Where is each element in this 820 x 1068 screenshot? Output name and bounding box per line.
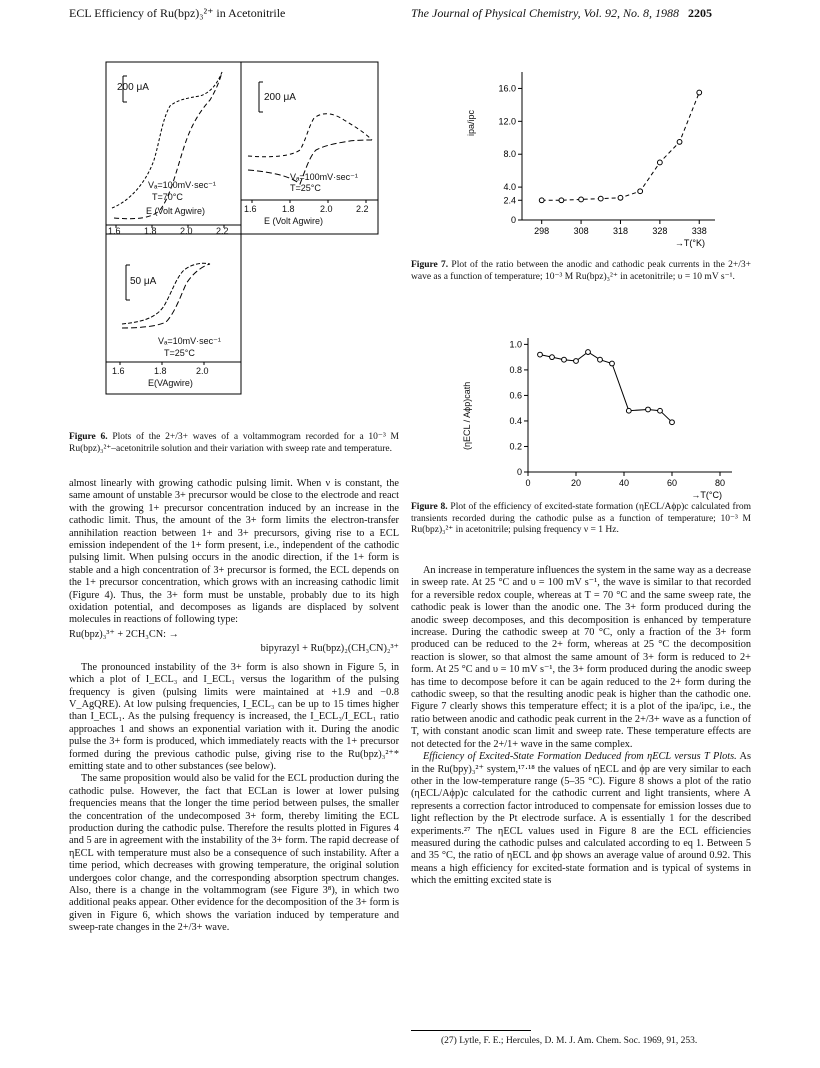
fig7-y-tick-label: 8.0 (503, 149, 516, 160)
fig7-y-tick-label: 2.4 (503, 195, 516, 206)
fig7-data-point (579, 197, 584, 202)
fig8-data-point (562, 357, 567, 362)
figure-7-chart (470, 62, 730, 262)
footnote-rule (411, 1030, 531, 1031)
page-number: 2205 (688, 6, 712, 20)
fig6a-scale: 200 μA (117, 82, 149, 93)
fig6b-temp: T=25°C (290, 183, 321, 193)
fig6a-tick-3: 2.0 (180, 226, 193, 236)
fig7-x-axis-label: →T(°K) (674, 238, 705, 248)
fig8-y-tick-label: 1.0 (509, 339, 522, 350)
fig8-x-tick-label: 0 (525, 478, 531, 488)
figure-7-caption-label: Figure 7. (411, 260, 449, 270)
fig8-data-point (670, 420, 675, 425)
fig7-data-point (677, 139, 682, 144)
running-header-right (411, 6, 712, 21)
fig6b-scale: 200 μA (264, 92, 296, 103)
figure-7 (466, 62, 730, 262)
fig7-x-tick-label: 308 (573, 226, 589, 236)
figure-8-chart (470, 330, 750, 500)
left-paragraph-3: The same proposition would also be valid for the ECL production during the cathodic pulse. However, the fact that ECLan is lower at lower pulsing frequencies means that the longer the time period between pulses, the smaller the concentration of the undecomposed 3+ form, thereby limiting the ECL production during the cathodic pulse. Therefore the results plotted in Figures 4 and 5 are in agreement with the instability of the 3+ form. The rapid decrease of ηECL with temperature must also be a consequence of such instability. After a time period, which decreases with growing temperature, the original solution undergoes color change, and the corresponding absorption spectrum changes. Also, there is a change in the voltammogram (see Figure 3⁸), in which two additional peaks appear. Other evidence for the decomposition of the 3+ form is given in Figure 6, which shows the variation induced by temperature and sweep-rate changes in the 2+/3+ wave. (69, 773, 399, 934)
fig6c-temp: T=25°C (164, 348, 195, 358)
figure-8-caption-text: Plot of the efficiency of excited-state formation (ηECL/Aϕp)c calculated from transients recorded during the cathodic pulse as a function of temperature; 10⁻³ M Ru(bpz)₃²⁺ in acetonitrile; pulsing frequency ν = 1 Hz. (411, 502, 752, 536)
fig6c-scale: 50 μA (130, 276, 157, 287)
fig8-x-axis-label: →T(°C) (691, 490, 722, 500)
section-subheading: Efficiency of Excited-State Formation Deduced from ηECL versus T Plots. (423, 751, 737, 763)
figure-6-graphic (92, 60, 392, 410)
fig7-x-tick-label: 318 (612, 226, 628, 236)
figure-6-caption-text: Plots of the 2+/3+ waves of a voltammogram recorded for a 10⁻³ M Ru(bpz)₃²⁺–acetonitrile solution and their variation with sweep rate and temperature. (69, 432, 399, 454)
fig6c-xaxis: E(VAgwire) (148, 378, 193, 388)
fig6b-xaxis: E (Volt Agwire) (264, 216, 324, 226)
fig7-x-tick-label: 298 (534, 226, 550, 236)
fig8-data-point (626, 408, 631, 413)
fig8-y-tick-label: 0.4 (509, 415, 522, 426)
left-paragraph-2: The pronounced instability of the 3+ form is also shown in Figure 5, in which a plot of I_ECL₃ and I_ECL₁ versus the logarithm of the pulsing frequency is given (pulsing limits were maintained at +1.9 and −0.8 V_AgQRE). At low pulsing frequencies, I_ECL₃ can be up to 15 times higher than I_ECL₁. As the pulsing frequency is increased, the I_ECL₃/I_ECL₁ ratio approaches 1 and shows an exponential variation with it. During the anodic pulse the 3+ form is produced, which immediately reacts with the 1+ precursor formed during the previous cathodic pulse, giving rise to the Ru(bpz)₃²⁺* emitting state and to other substances (see below). (69, 661, 399, 772)
right-paragraph-1: An increase in temperature influences the system in the same way as a decrease in sweep rate. At 25 °C and υ = 100 mV s⁻¹, the wave is similar to that recorded for a reversible redox couple, whereas at T = 70 °C and the same sweep rate, the cathodic peak is lower than the anodic one. The 3+ form produced during the anodic sweep decomposes, and this decomposition is enhanced by temperature increase. During the cathodic sweep at 70 °C, only a fraction of the 3+ form produced can be reduced to the 2+ form, whereas at 25 °C the decomposition reaction is slower, so that almost the same amount of 3+ form is reduced to 2+ form. At 25 °C and υ = 10 mV s⁻¹, the 3+ form produced during the anodic sweep has time to decompose before it can be again reduced to the 2+ form during the cathodic sweep, so that the resulting anodic peak is higher than the cathodic one. Figure 7 clearly shows this temperature effect; it is a plot of the ipa/ipc, i.e., the ratio between anodic and cathodic peak current in the 2+/3+ wave as a function of T, with constant anodic scan limit and sweep rate. These temperature effects are not detected for the 2+/1+ wave in the same complex. (411, 565, 751, 750)
fig8-x-tick-label: 80 (714, 478, 726, 488)
fig8-data-point (646, 407, 651, 412)
fig6a-tick-4: 2.2 (216, 226, 229, 236)
fig8-data-point (586, 350, 591, 355)
right-paragraph-2-text: As in the Ru(bpy)₃²⁺ system,¹⁷·¹⁸ the values of ηECL and ϕp are very similar to each other in the low-temperature range (5–35 °C). Figure 8 shows a plot of the ratio (ηECL/Aϕp)c calculated for the cathodic current and light transients, where A represents a correction factor introduced to compensate for emission losses due to light reflection by the Pt electrode surface. A is essentially 1 for the described experiments.²⁷ The ηECL values used in Figure 8 are the ECL efficiencies measured during the cathodic pulses and calculated according to eq 1. Between 5 and 35 °C, the ratio of ηECL and ϕp shows an average value of around 0.92. This means a high efficiency for excited-state formation and is typical of systems in which the emitting excited state is (411, 751, 751, 887)
fig8-data-point (598, 357, 603, 362)
fig7-y-tick-label: 0 (510, 215, 516, 225)
fig6b-sweep: Vₐ=100mV·sec⁻¹ (290, 172, 358, 182)
journal-citation: The Journal of Physical Chemistry, Vol. 92, No. 8, 1988 (411, 6, 679, 20)
fig7-data-point (657, 160, 662, 165)
fig6a-xaxis: E (Volt Agwire) (146, 206, 206, 216)
fig8-data-point (538, 352, 543, 357)
fig8-data-point (574, 359, 579, 364)
fig6b-tick-1: 1.6 (244, 204, 257, 214)
fig8-data-point (550, 355, 555, 360)
fig8-y-tick-label: 0.8 (509, 364, 522, 375)
left-paragraph-1: almost linearly with growing cathodic pulsing limit. When ν is constant, the same amount of unstable 3+ precursor would be close to the electrode and react with the growing 1+ precursor concentration induced by an increase in the cathodic limit. Thus, the amount of the 3+ form limits the electron-transfer annihilation reaction between 1+ and 3+ precursors, giving rise to a ECL emission independent of the 1+ form present, i.e., independent of the cathodic pulsing limit. When pulsing occurs in the anodic direction, if the 1+ form is stable and a high concentration of 3+ precursor is formed, the ECL depends on the 1+ precursor concentration, which grows with an increasing cathodic limit (Figure 4). Thus, the 3+ form must be unstable, probably due to its high oxidation potential, and decomposes as ligands are displaced by solvent molecules in reactions of following type: (69, 478, 399, 626)
fig6c-tick-3: 2.0 (196, 366, 209, 376)
equation-line-2: bipyrazyl + Ru(bpz)₂(CH₃CN)₂³⁺ (260, 643, 399, 655)
running-header-left: ECL Efficiency of Ru(bpz)₃²⁺ in Acetonitrile (69, 6, 286, 20)
fig7-data-point (638, 189, 643, 194)
fig8-x-tick-label: 40 (618, 478, 630, 488)
fig7-y-tick-label: 4.0 (503, 182, 516, 193)
fig8-data-point (658, 408, 663, 413)
fig7-data-point (598, 196, 603, 201)
fig7-y-tick-label: 16.0 (498, 83, 516, 94)
figure-6-caption-label: Figure 6. (69, 432, 108, 442)
left-column (69, 478, 399, 935)
fig6b-tick-3: 2.0 (320, 204, 333, 214)
figure-6 (92, 60, 392, 420)
fig7-y-tick-label: 12.0 (498, 116, 516, 127)
figure-7-caption (411, 260, 751, 283)
fig6a-tick-2: 1.8 (144, 226, 157, 236)
fig6a-tick-1: 1.6 (108, 226, 121, 236)
right-column (411, 565, 751, 888)
fig8-y-tick-label: 0.2 (509, 441, 522, 452)
figure-6-caption (69, 432, 399, 455)
right-paragraph-2 (411, 751, 751, 887)
fig7-x-tick-label: 338 (691, 226, 707, 236)
fig7-data-point (559, 198, 564, 203)
figure-8-caption (411, 502, 751, 537)
fig6c-sweep: Vₐ=10mV·sec⁻¹ (158, 336, 221, 346)
equation-line-1: Ru(bpz)₃³⁺ + 2CH₃CN: → (69, 628, 179, 640)
fig7-data-point (539, 198, 544, 203)
fig8-series-line (540, 352, 672, 422)
fig7-series-line (542, 93, 700, 201)
fig8-x-tick-label: 20 (570, 478, 582, 488)
fig8-y-tick-label: 0 (516, 467, 522, 477)
fig7-x-tick-label: 328 (652, 226, 668, 236)
fig6a-sweep: Vₐ=100mV·sec⁻¹ (148, 180, 216, 190)
figure-7-caption-text: Plot of the ratio between the anodic and cathodic peak currents in the 2+/3+ wave as a function of temperature; 10⁻³ M Ru(bpz)₃²⁺ in acetonitrile; υ = 10 mV s⁻¹. (411, 260, 752, 282)
fig6c-tick-2: 1.8 (154, 366, 167, 376)
fig8-data-point (610, 361, 615, 366)
figure-8-caption-label: Figure 8. (411, 502, 448, 512)
fig8-x-tick-label: 60 (666, 478, 678, 488)
fig6b-tick-2: 1.8 (282, 204, 295, 214)
fig7-data-point (618, 195, 623, 200)
fig8-ylabel: (ηECL / Aϕp)cath (462, 381, 472, 450)
fig8-y-tick-label: 0.6 (509, 390, 522, 401)
fig7-ylabel: ipa/ipc (466, 109, 476, 136)
fig6c-tick-1: 1.6 (112, 366, 125, 376)
fig7-data-point (697, 90, 702, 95)
footnote: (27) Lytle, F. E.; Hercules, D. M. J. Am. Chem. Soc. 1969, 91, 253. (441, 1036, 698, 1046)
figure-8 (462, 330, 750, 500)
fig6b-tick-4: 2.2 (356, 204, 369, 214)
fig6a-temp: T=70°C (152, 192, 183, 202)
